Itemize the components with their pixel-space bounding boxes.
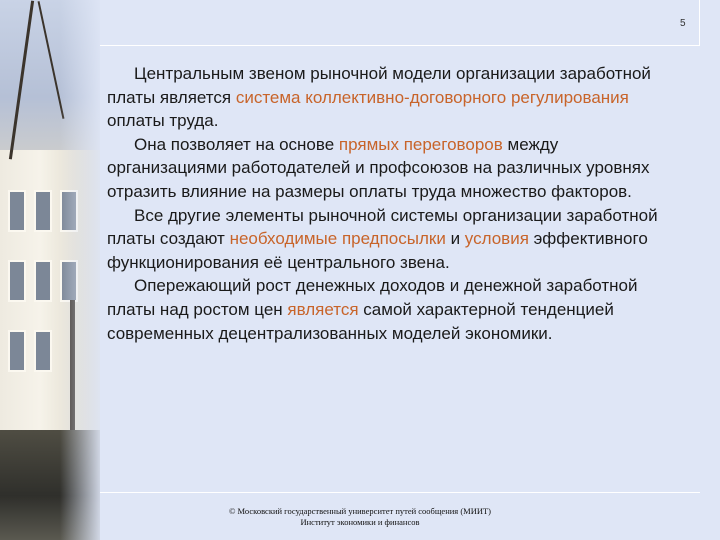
text-segment: эффективного функционирования её центрального звена.	[107, 229, 648, 272]
paragraph	[107, 133, 682, 204]
photo-fade	[60, 0, 100, 540]
paragraph	[107, 274, 682, 345]
text-segment: Она позволяет на основе	[134, 134, 339, 154]
text-segment: Центральным звеном рыночной модели организации заработной платы является	[107, 64, 651, 107]
paragraph	[107, 62, 682, 133]
text-segment: Все другие элементы рыночной системы организации заработной платы создают	[107, 205, 658, 249]
window	[8, 330, 26, 372]
slide-body-text	[107, 62, 682, 345]
footer-divider	[100, 492, 700, 493]
header-divider	[100, 45, 700, 46]
building-photo	[0, 0, 100, 540]
text-segment: самой характерной тенденцией современных децентрализованных моделей экономики.	[107, 299, 614, 343]
text-segment: и	[445, 229, 465, 249]
header-corner-line	[699, 0, 700, 45]
text-segment: между организациями работодателей и профсоюзов на различных уровнях отразить влияние на размеры оплаты труда множество факторов.	[107, 134, 650, 201]
footer-institute: Институт экономики и финансов	[300, 517, 420, 527]
window	[8, 190, 26, 232]
window	[34, 260, 52, 302]
highlighted-phrase: является	[287, 299, 359, 319]
text-segment: оплаты труда.	[107, 111, 219, 131]
highlighted-phrase: прямых переговоров	[338, 134, 503, 154]
window	[34, 330, 52, 372]
window	[8, 260, 26, 302]
text-segment: Опережающий рост денежных доходов и денежной заработной платы над ростом цен	[107, 276, 638, 319]
paragraph	[107, 204, 682, 275]
highlighted-phrase: условия	[464, 229, 529, 249]
window	[34, 190, 52, 232]
highlighted-phrase: необходимые предпосылки	[229, 229, 446, 249]
page-number: 5	[680, 18, 686, 29]
highlighted-phrase: система коллективно-договорного регулирования	[235, 87, 629, 107]
footer-copyright: © Московский государственный университет путей сообщения (МИИТ)	[228, 506, 492, 516]
tree-branch	[9, 1, 34, 160]
footer	[180, 506, 540, 528]
